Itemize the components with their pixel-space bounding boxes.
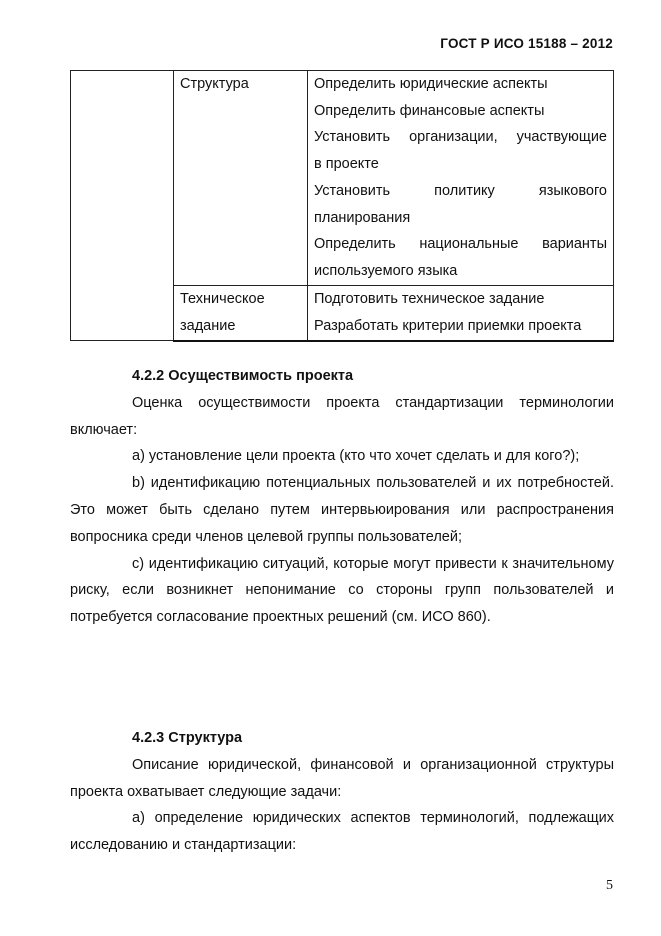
task-line: в проекте	[314, 156, 379, 173]
category-label: Техническое	[180, 290, 265, 307]
paragraph: Описание юридической, финансовой и организационной структуры проекта охватывает следующие задачи:	[70, 756, 614, 800]
paragraph: Оценка осуществимости проекта стандартизации терминологии включает:	[70, 394, 614, 438]
task-line: планирования	[314, 209, 411, 226]
table-row	[71, 71, 614, 286]
list-item: а) установление цели проекта (кто что хочет сделать и для кого?);	[132, 448, 580, 465]
task-line: Установить организации, участвующие	[314, 129, 607, 146]
category-label: задание	[180, 317, 236, 334]
page-number: 5	[606, 878, 613, 893]
table-cell-tasks	[308, 71, 614, 286]
task-line: Определить юридические аспекты	[314, 76, 548, 92]
table-cell-category	[174, 285, 308, 341]
task-line: используемого языка	[314, 262, 458, 279]
list-item: а) определение юридических аспектов терминологий, подлежащих исследованию и стандартизации:	[70, 810, 614, 854]
table-cell-category	[174, 71, 308, 286]
list-item: с) идентификацию ситуаций, которые могут привести к значительному риску, если возникнет непонимание со стороны групп пользователей и потребуется согласование проектных решений (см. ИСО 860).	[70, 555, 614, 626]
task-line: Разработать критерии приемки проекта	[314, 317, 582, 334]
task-line: Подготовить техническое задание	[314, 290, 545, 307]
table-cell-empty	[71, 71, 174, 341]
document-code-header: ГОСТ Р ИСО 15188 – 2012	[440, 36, 613, 51]
task-line: Определить финансовые аспекты	[314, 102, 545, 119]
section-4-2-2	[70, 363, 614, 631]
section-heading: 4.2.2 Осуществимость проекта	[132, 368, 354, 384]
project-tasks-table	[70, 70, 614, 342]
category-label: Структура	[180, 76, 249, 92]
list-item: b) идентификацию потенциальных пользователей и их потребностей. Это может быть сделано путем интервьюирования или распространения вопросника среди членов целевой группы пользователей;	[70, 475, 614, 545]
section-4-2-3	[70, 725, 614, 859]
section-heading: 4.2.3 Структура	[132, 730, 243, 746]
task-line: Установить политику языкового	[314, 182, 607, 199]
task-line: Определить национальные варианты	[314, 236, 607, 253]
table-cell-tasks	[308, 285, 614, 341]
